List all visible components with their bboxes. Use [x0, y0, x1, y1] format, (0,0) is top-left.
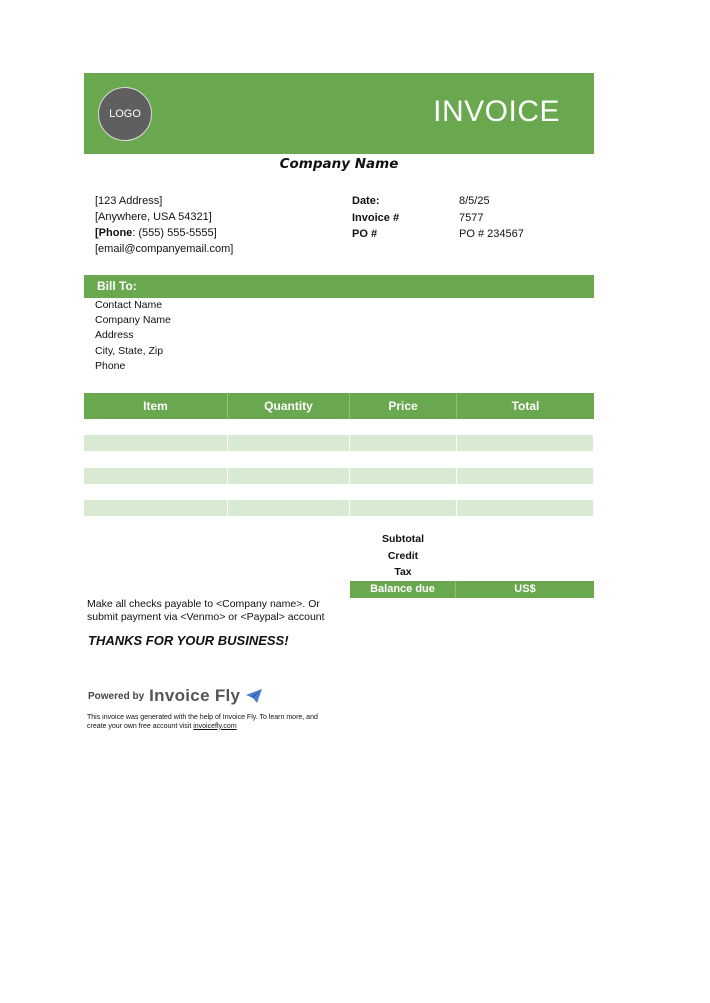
powered-by	[88, 686, 263, 706]
subtotal-label: Subtotal	[382, 533, 424, 545]
bill-to-header	[84, 275, 594, 298]
phone-label: [Phone	[95, 227, 133, 239]
phone-line	[95, 225, 233, 241]
date-value: 8/5/25	[459, 195, 490, 207]
po-label: PO #	[352, 228, 378, 240]
bill-to-line: Contact Name	[95, 299, 163, 311]
table-row	[84, 419, 594, 435]
invoice-number-value: 7577	[459, 211, 484, 224]
summary-labels	[350, 531, 456, 581]
balance-due-currency: US$	[514, 583, 536, 595]
email-line: [email@companyemail.com]	[95, 243, 234, 255]
balance-due-label: Balance due	[350, 581, 456, 598]
bill-to-line: Phone	[95, 359, 126, 372]
column-header-quantity: Quantity	[228, 393, 350, 419]
tax-label: Tax	[394, 566, 412, 578]
bill-to-line: Address	[95, 329, 134, 342]
company-address-block	[95, 193, 233, 257]
items-table-header	[84, 393, 594, 419]
balance-due-bar	[350, 581, 594, 598]
logo-placeholder: LOGO	[98, 87, 152, 141]
table-row	[84, 435, 594, 451]
company-name: Company Name	[279, 156, 399, 172]
invoice-number-label: Invoice #	[352, 211, 400, 224]
column-header-item: Item	[84, 393, 228, 419]
payment-line-2: submit payment via <Venmo> or <Paypal> account	[87, 611, 325, 623]
table-row	[84, 484, 594, 500]
thanks-message: THANKS FOR YOUR BUSINESS!	[88, 633, 289, 648]
table-row	[84, 451, 594, 467]
payment-instructions	[87, 598, 347, 624]
brand-name: Invoice Fly	[149, 686, 241, 705]
payment-line-1: Make all checks payable to <Company name>. Or	[87, 598, 320, 610]
column-header-price: Price	[350, 393, 457, 419]
table-row	[84, 500, 594, 516]
phone-value: : (555) 555-5555]	[132, 227, 217, 239]
bill-to-line: City, State, Zip	[95, 344, 164, 357]
bill-to-heading: Bill To:	[97, 279, 137, 293]
footer-note-line-1: This invoice was generated with the help of Invoice Fly. To learn more, and	[87, 714, 318, 721]
invoice-title: INVOICE	[433, 95, 560, 128]
footer-note	[87, 714, 347, 731]
invoicefly-link[interactable]: invoicefly.com	[193, 722, 237, 730]
paper-plane-icon	[245, 688, 263, 704]
invoice-meta-values	[459, 193, 524, 243]
invoice-header	[84, 73, 594, 154]
date-label: Date:	[352, 195, 380, 207]
credit-label: Credit	[387, 549, 419, 562]
footer-note-prefix: create your own free account visit	[87, 722, 194, 730]
invoice-meta-labels	[352, 193, 399, 243]
address-line-2: [Anywhere, USA 54321]	[95, 211, 212, 223]
items-table	[84, 393, 594, 516]
address-line-1: [123 Address]	[95, 195, 163, 207]
po-value: PO # 234567	[459, 228, 524, 240]
column-header-total: Total	[511, 399, 540, 413]
table-row	[84, 468, 594, 484]
bill-to-block	[95, 298, 171, 374]
bill-to-line: Company Name	[95, 314, 171, 327]
footer-note-line-2	[87, 723, 347, 732]
powered-by-label: Powered by	[88, 690, 145, 702]
